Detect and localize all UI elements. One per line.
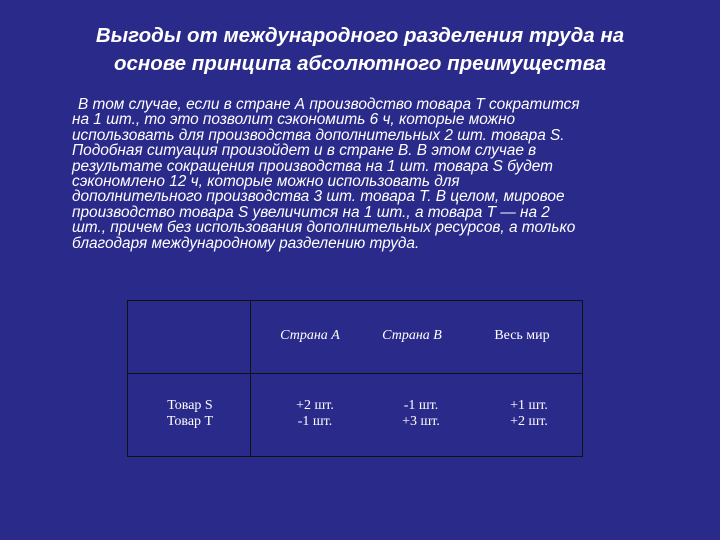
- body-line: В том случае, если в стране А производство товара Т сократится: [78, 96, 580, 113]
- body-line: производство товара S увеличится на 1 шт., а товара Т — на 2: [72, 203, 550, 221]
- body-line: на 1 шт., то это позволит сэкономить 6 ч, которые можно: [72, 111, 516, 129]
- table-cell: -1 шт.: [297, 414, 333, 429]
- table-column-country-b: [361, 398, 481, 430]
- table-header-country-b: Страна В: [382, 328, 442, 343]
- table-divider: [128, 373, 582, 374]
- table-column-world: [469, 398, 589, 430]
- row-label-good-s: Товар S: [167, 398, 213, 413]
- table-cell: -1 шт.: [403, 398, 439, 413]
- table-cell: +2 шт.: [510, 414, 548, 429]
- table-column-country-a: [255, 398, 375, 430]
- body-line: результате сокращения производства на 1 шт. товара S будет: [72, 157, 553, 175]
- table-header-country-a: Страна А: [280, 328, 340, 343]
- table-cell: +1 шт.: [510, 398, 548, 413]
- comparison-table: [127, 300, 583, 457]
- table-cell: +3 шт.: [402, 414, 440, 429]
- body-line: использовать для производства дополнительных 2 шт. товара S.: [72, 126, 565, 144]
- slide-title: [20, 22, 700, 78]
- body-line: сэкономлено 12 ч, которые можно использовать для: [72, 173, 460, 191]
- row-label-good-t: Товар Т: [166, 414, 214, 429]
- table-row-labels: [130, 398, 250, 430]
- table-divider: [250, 301, 251, 456]
- table-header-world: Весь мир: [494, 328, 550, 343]
- body-line: шт., причем без использования дополнительных ресурсов, а только: [72, 219, 576, 237]
- title-line: основе принципа абсолютного преимущества: [113, 52, 607, 75]
- table-cell: +2 шт.: [296, 398, 334, 413]
- body-paragraph: [72, 97, 692, 251]
- body-line: дополнительного производства 3 шт. товара Т. В целом, мировое: [72, 188, 565, 206]
- body-line: Подобная ситуация произойдет и в стране В. В этом случае в: [72, 142, 537, 160]
- body-line: благодаря международному разделению труда.: [72, 234, 420, 252]
- title-line: Выгоды от международного разделения труда на: [95, 24, 625, 47]
